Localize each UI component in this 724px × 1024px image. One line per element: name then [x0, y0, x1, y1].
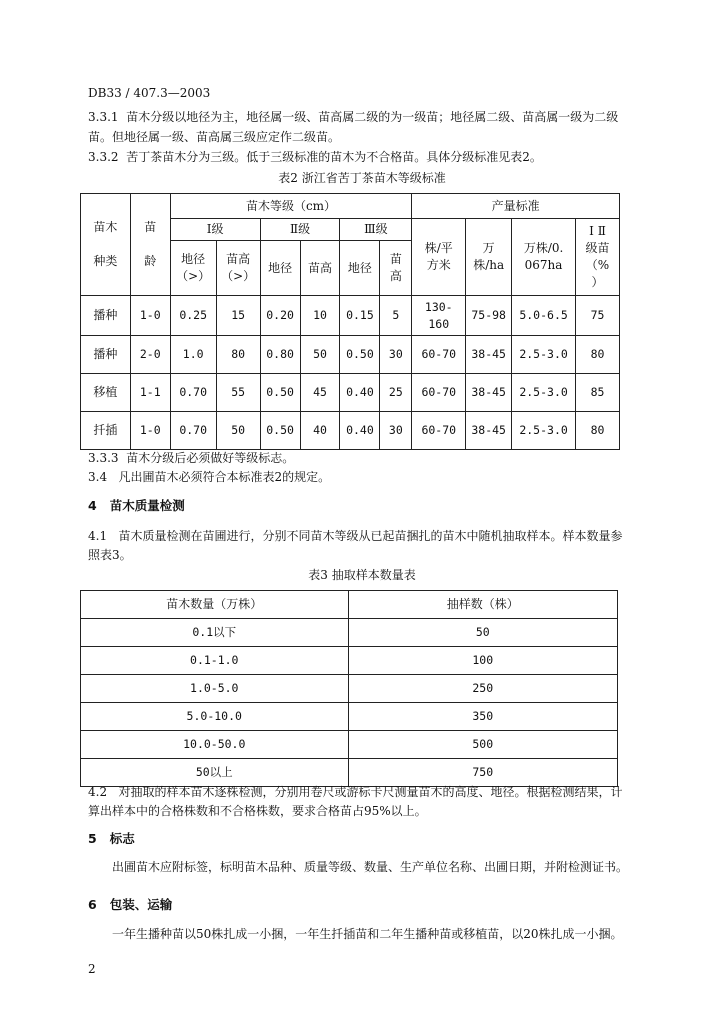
- header-plants-per-ha: 万 株/ha: [466, 219, 512, 296]
- cell-g1-height: 50: [216, 412, 260, 450]
- cell-grade-percent: 80: [576, 336, 620, 374]
- clause-text: 苦丁茶苗木分为三级。低于三级标准的苗木为不合格苗。具体分级标准见表2。: [126, 150, 542, 164]
- para-3-3-1-line1: [88, 108, 656, 126]
- header-g3-height: 苗 高: [380, 241, 412, 296]
- table-row: [81, 412, 620, 450]
- clause-text: 苗木质量检测在苗圃进行，分别不同苗木等级从已起苗捆扎的苗木中随机抽取样本。样本数量参: [118, 529, 623, 543]
- para-4-2-line2: 算出样本中的合格株数和不合格株数，要求合格苗占95%以上。: [88, 804, 427, 818]
- cell-quantity: 10.0-50.0: [81, 731, 349, 759]
- header-g2-diameter: 地径: [260, 241, 300, 296]
- cell-g3-height: 25: [380, 374, 412, 412]
- header-g3-diameter: 地径: [340, 241, 380, 296]
- cell-type: 扦插: [81, 412, 131, 450]
- cell-type: 移植: [81, 374, 131, 412]
- doc-id: DB33 / 407.3—2003: [88, 86, 211, 100]
- section-title: 苗木质量检测: [109, 498, 185, 513]
- cell-plants-per-sqm: 130- 160: [412, 296, 466, 336]
- clause-number: 3.3.1: [88, 110, 119, 124]
- cell-quantity: 50以上: [81, 759, 349, 787]
- cell-plants-per-sqm: 60-70: [412, 374, 466, 412]
- table2: [80, 193, 620, 450]
- para-3-3-2: [88, 148, 656, 166]
- cell-grade-percent: 85: [576, 374, 620, 412]
- table-row: [81, 647, 618, 675]
- cell-plants-per-mu: 5.0-6.5: [512, 296, 576, 336]
- cell-age: 2-0: [130, 336, 170, 374]
- cell-sample: 350: [348, 703, 618, 731]
- header-seedling-age: 苗 龄: [130, 194, 170, 296]
- cell-g2-diameter: 0.20: [260, 296, 300, 336]
- cell-plants-per-mu: 2.5-3.0: [512, 336, 576, 374]
- cell-plants-per-sqm: 60-70: [412, 412, 466, 450]
- header-grade-1-2-percent: Ⅰ Ⅱ 级苗 （% ）: [576, 219, 620, 296]
- header-grade-1: Ⅰ级: [170, 219, 260, 241]
- table3-caption: 表3 抽取样本数量表: [308, 568, 416, 582]
- cell-g2-height: 10: [300, 296, 340, 336]
- cell-g1-height: 80: [216, 336, 260, 374]
- clause-number: 3.3.2: [88, 150, 119, 164]
- cell-g1-diameter: 0.70: [170, 412, 216, 450]
- para-3-4: [88, 468, 656, 486]
- cell-g3-diameter: 0.15: [340, 296, 380, 336]
- clause-number: 4.1: [88, 529, 108, 543]
- cell-quantity: 5.0-10.0: [81, 703, 349, 731]
- cell-plants-per-ha: 38-45: [466, 336, 512, 374]
- cell-plants-per-mu: 2.5-3.0: [512, 374, 576, 412]
- section-title: 包装、运输: [109, 897, 173, 912]
- para-3-3-1-line2: 苗。但地径属一级、苗高属三级应定作二级苗。: [88, 130, 341, 144]
- table-row: [81, 619, 618, 647]
- cell-type: 播种: [81, 296, 131, 336]
- table-row: [81, 675, 618, 703]
- header-plants-per-sqm: 株/平 方米: [412, 219, 466, 296]
- cell-sample: 100: [348, 647, 618, 675]
- cell-sample: 750: [348, 759, 618, 787]
- cell-plants-per-sqm: 60-70: [412, 336, 466, 374]
- header-g1-height: 苗高 （>）: [216, 241, 260, 296]
- clause-text: 凡出圃苗木必须符合本标准表2的规定。: [118, 470, 331, 484]
- table-row: [81, 336, 620, 374]
- header-seedling-type: 苗木 种类: [81, 194, 131, 296]
- cell-quantity: 0.1-1.0: [81, 647, 349, 675]
- cell-sample: 250: [348, 675, 618, 703]
- table-row: [81, 374, 620, 412]
- cell-g3-diameter: 0.40: [340, 374, 380, 412]
- section-5-heading: [88, 830, 656, 848]
- para-6: 一年生播种苗以50株扎成一小捆，一年生扦插苗和二年生播种苗或移植苗，以20株扎成一小捆。: [112, 927, 623, 941]
- page-number: 2: [88, 962, 96, 976]
- cell-sample: 500: [348, 731, 618, 759]
- header-seedling-grade: 苗木等级（cm）: [170, 194, 412, 219]
- section-6-heading: [88, 896, 656, 914]
- clause-text: 对抽取的样本苗木逐株检测，分别用卷尺或游标卡尺测量苗木的高度、地径。根据检测结果，计: [118, 785, 623, 799]
- cell-g2-height: 50: [300, 336, 340, 374]
- header-g2-height: 苗高: [300, 241, 340, 296]
- header-plants-per-mu: 万株/0. 067ha: [512, 219, 576, 296]
- cell-plants-per-ha: 38-45: [466, 374, 512, 412]
- section-number: 4: [88, 498, 97, 513]
- para-5: 出圃苗木应附标签，标明苗木品种、质量等级、数量、生产单位名称、出圃日期，并附检测证书。: [112, 860, 629, 874]
- header-yield-standard: 产量标准: [412, 194, 620, 219]
- cell-grade-percent: 80: [576, 412, 620, 450]
- cell-g1-diameter: 0.25: [170, 296, 216, 336]
- section-number: 5: [88, 831, 97, 846]
- cell-plants-per-ha: 38-45: [466, 412, 512, 450]
- para-4-1-line1: [88, 527, 656, 545]
- section-number: 6: [88, 897, 97, 912]
- cell-g1-height: 15: [216, 296, 260, 336]
- cell-age: 1-0: [130, 296, 170, 336]
- cell-g3-height: 30: [380, 412, 412, 450]
- cell-g1-diameter: 1.0: [170, 336, 216, 374]
- cell-g2-diameter: 0.50: [260, 412, 300, 450]
- cell-g3-height: 30: [380, 336, 412, 374]
- clause-number: 3.3.3: [88, 451, 119, 465]
- para-4-1-line2: 照表3。: [88, 548, 132, 562]
- para-4-2-line1: [88, 783, 656, 801]
- header-seedling-quantity: 苗木数量（万株）: [81, 591, 349, 619]
- table-row: [81, 703, 618, 731]
- header-grade-2: Ⅱ级: [260, 219, 340, 241]
- section-4-heading: [88, 497, 656, 515]
- cell-quantity: 0.1以下: [81, 619, 349, 647]
- cell-g3-diameter: 0.50: [340, 336, 380, 374]
- cell-grade-percent: 75: [576, 296, 620, 336]
- cell-g2-height: 40: [300, 412, 340, 450]
- cell-g2-height: 45: [300, 374, 340, 412]
- para-3-3-3: [88, 449, 656, 467]
- cell-plants-per-ha: 75-98: [466, 296, 512, 336]
- cell-type: 播种: [81, 336, 131, 374]
- cell-plants-per-mu: 2.5-3.0: [512, 412, 576, 450]
- header-grade-3: Ⅲ级: [340, 219, 412, 241]
- table-row: [81, 296, 620, 336]
- clause-number: 4.2: [88, 785, 108, 799]
- table3: [80, 590, 618, 787]
- cell-quantity: 1.0-5.0: [81, 675, 349, 703]
- cell-g3-diameter: 0.40: [340, 412, 380, 450]
- cell-g1-diameter: 0.70: [170, 374, 216, 412]
- section-title: 标志: [109, 831, 135, 846]
- table-row: [81, 731, 618, 759]
- header-g1-diameter: 地径 （>）: [170, 241, 216, 296]
- cell-g2-diameter: 0.80: [260, 336, 300, 374]
- cell-g1-height: 55: [216, 374, 260, 412]
- clause-number: 3.4: [88, 470, 108, 484]
- cell-sample: 50: [348, 619, 618, 647]
- cell-g2-diameter: 0.50: [260, 374, 300, 412]
- table2-caption: 表2 浙江省苦丁茶苗木等级标准: [278, 171, 446, 185]
- clause-text: 苗木分级后必须做好等级标志。: [126, 451, 295, 465]
- cell-age: 1-1: [130, 374, 170, 412]
- cell-g3-height: 5: [380, 296, 412, 336]
- header-sample-count: 抽样数（株）: [348, 591, 618, 619]
- cell-age: 1-0: [130, 412, 170, 450]
- clause-text: 苗木分级以地径为主，地径属一级、苗高属二级的为一级苗；地径属二级、苗高属一级为二级: [126, 110, 619, 124]
